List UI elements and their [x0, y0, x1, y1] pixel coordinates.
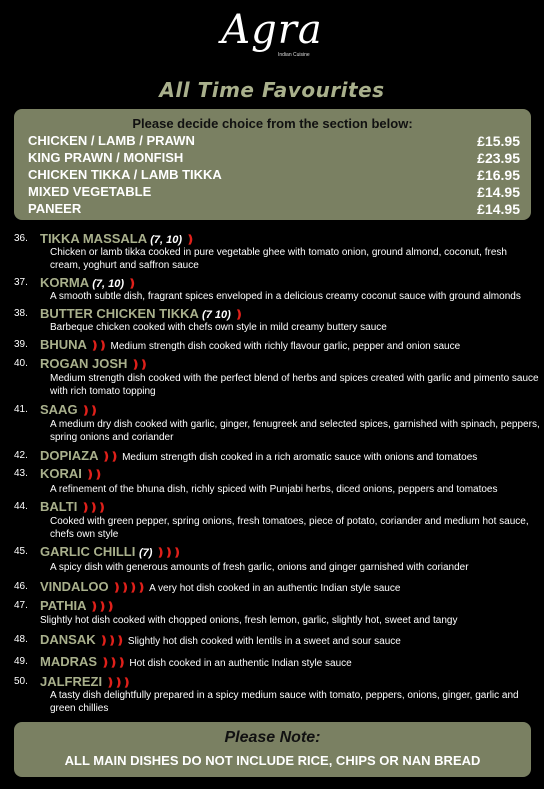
- section-title: All Time Favourites: [159, 78, 385, 102]
- item-number: 47.: [14, 600, 28, 611]
- note-text: ALL MAIN DISHES DO NOT INCLUDE RICE, CHIPS OR NAN BREAD: [64, 753, 481, 768]
- item-name-line: [40, 544, 181, 559]
- item-number: 46.: [14, 581, 28, 592]
- price-box: [14, 109, 531, 220]
- item-number: 39.: [14, 339, 28, 350]
- item-name-line: [40, 448, 477, 463]
- price-value: £16.95: [477, 167, 520, 183]
- item-name-line: [40, 654, 352, 669]
- item-description: Barbeque chicken cooked with chefs own style in mild creamy buttery sauce: [50, 322, 387, 333]
- chilli-icon: ❫❫: [90, 340, 107, 352]
- chilli-icon: ❫❫❫: [80, 502, 106, 514]
- chilli-icon: ❫❫❫: [89, 601, 115, 613]
- price-label: CHICKEN TIKKA / LAMB TIKKA: [28, 167, 222, 182]
- item-number: 45.: [14, 546, 28, 557]
- item-description: Chicken or lamb tikka cooked in pure vegetable ghee with tomato onion, ground almond, coconut, fresh cream, yoghurt and saffron sauce: [50, 247, 507, 271]
- price-row: [28, 167, 520, 184]
- chilli-icon: ❫❫❫: [100, 657, 126, 669]
- chilli-icon: ❫❫❫: [105, 677, 131, 689]
- item-name: JALFREZI: [40, 674, 103, 689]
- item-name-line: [40, 632, 401, 647]
- brand-name: Agra: [221, 7, 323, 53]
- item-name: BALTI: [40, 499, 78, 514]
- item-number: 41.: [14, 404, 28, 415]
- price-label: MIXED VEGETABLE: [28, 184, 152, 199]
- item-description: A medium dry dish cooked with garlic, ginger, fenugreek and selected spices, garnished with spinach, peppers, spring onions and coriander: [50, 419, 540, 443]
- chilli-icon: ❫❫: [101, 451, 119, 463]
- item-tag: (7): [138, 547, 153, 559]
- item-number: 42.: [14, 450, 28, 461]
- chilli-icon: ❫❫❫: [156, 547, 181, 559]
- item-description: Slightly hot dish cooked with lentils in a sweet and sour sauce: [127, 636, 401, 647]
- item-description: Medium strength dish cooked with richly flavour garlic, pepper and onion sauce: [110, 341, 461, 352]
- item-name-line: [40, 306, 243, 321]
- brand-logo: [0, 7, 544, 58]
- price-value: £14.95: [477, 184, 520, 200]
- item-name: GARLIC CHILLI: [40, 544, 136, 559]
- item-number: 36.: [14, 233, 28, 244]
- price-row: [28, 184, 520, 201]
- item-name: PATHIA: [40, 598, 86, 613]
- item-name-line: [40, 466, 102, 481]
- item-name: DANSAK: [40, 632, 96, 647]
- item-description: Slightly hot dish cooked with chopped onions, fresh lemon, garlic, slightly hot, sweet and tangy: [40, 615, 458, 626]
- item-description: A spicy dish with generous amounts of fresh garlic, onions and ginger garnished with coriander: [50, 562, 469, 573]
- price-heading: Please decide choice from the section below:: [132, 116, 413, 131]
- item-tag: (7 10): [202, 309, 231, 321]
- note-title: Please Note:: [224, 729, 321, 746]
- item-name: BHUNA: [40, 337, 87, 352]
- item-name-line: [40, 579, 400, 594]
- item-name-line: [40, 275, 136, 290]
- chilli-icon: ❫: [185, 234, 194, 246]
- item-name-line: [40, 231, 194, 246]
- price-value: £14.95: [477, 201, 520, 217]
- note-box: [14, 722, 531, 777]
- price-label: CHICKEN / LAMB / PRAWN: [28, 133, 195, 148]
- price-label: KING PRAWN / MONFISH: [28, 150, 184, 165]
- item-name: BUTTER CHICKEN TIKKA: [40, 306, 199, 321]
- item-number: 38.: [14, 308, 28, 319]
- item-name-line: [40, 402, 98, 417]
- item-number: 48.: [14, 634, 28, 645]
- item-description: Hot dish cooked in an authentic Indian style sauce: [129, 658, 352, 669]
- item-name-line: [40, 674, 130, 689]
- item-number: 37.: [14, 277, 28, 288]
- item-description: A refinement of the bhuna dish, richly spiced with Punjabi herbs, diced onions, peppers and tomatoes: [50, 484, 498, 495]
- price-value: £15.95: [477, 133, 520, 149]
- item-name: DOPIAZA: [40, 448, 99, 463]
- price-label: PANEER: [28, 201, 82, 216]
- price-row: [28, 150, 520, 167]
- chilli-icon: ❫❫: [81, 405, 98, 417]
- item-number: 43.: [14, 468, 28, 479]
- item-number: 44.: [14, 501, 28, 512]
- item-tag: (7, 10): [92, 278, 125, 290]
- item-name: ROGAN JOSH: [40, 356, 128, 371]
- item-name: KORAI: [40, 466, 82, 481]
- chilli-icon: ❫❫: [131, 359, 148, 371]
- item-number: 50.: [14, 676, 28, 687]
- item-name: TIKKA MASSALA: [40, 231, 147, 246]
- item-name: KORMA: [40, 275, 89, 290]
- item-name-line: [40, 598, 114, 613]
- price-value: £23.95: [477, 150, 520, 166]
- item-tag: (7, 10): [150, 234, 183, 246]
- item-name-line: [40, 356, 147, 371]
- chilli-icon: ❫: [234, 309, 243, 321]
- brand-subtitle: Indian Cuisine: [278, 52, 310, 58]
- item-name: SAAG: [40, 402, 78, 417]
- item-description: Cooked with green pepper, spring onions, fresh tomatoes, piece of potato, coriander and medium hot sauce, chefs own style: [50, 516, 529, 540]
- item-description: A very hot dish cooked in an authentic Indian style sauce: [149, 583, 401, 594]
- item-name: VINDALOO: [40, 579, 109, 594]
- price-row: [28, 133, 520, 150]
- item-name-line: [40, 499, 106, 514]
- item-number: 49.: [14, 656, 28, 667]
- chilli-icon: ❫❫❫❫: [112, 582, 146, 594]
- chilli-icon: ❫❫: [85, 469, 102, 481]
- item-name: MADRAS: [40, 654, 98, 669]
- item-number: 40.: [14, 358, 28, 369]
- price-row: [28, 201, 520, 218]
- chilli-icon: ❫❫❫: [99, 635, 124, 647]
- item-description: Medium strength dish cooked in a rich aromatic sauce with onions and tomatoes: [122, 452, 478, 463]
- item-description: A smooth subtle dish, fragrant spices enveloped in a delicious creamy coconut sauce with ground almonds: [50, 291, 521, 302]
- chilli-icon: ❫: [127, 278, 136, 290]
- item-name-line: [40, 337, 460, 352]
- item-description: A tasty dish delightfully prepared in a spicy medium sauce with tomato, peppers, onions, ginger, garlic and green chillies: [50, 690, 519, 714]
- item-description: Medium strength dish cooked with the perfect blend of herbs and spices created with garlic and pimento sauce with rich tomato topping: [50, 373, 539, 397]
